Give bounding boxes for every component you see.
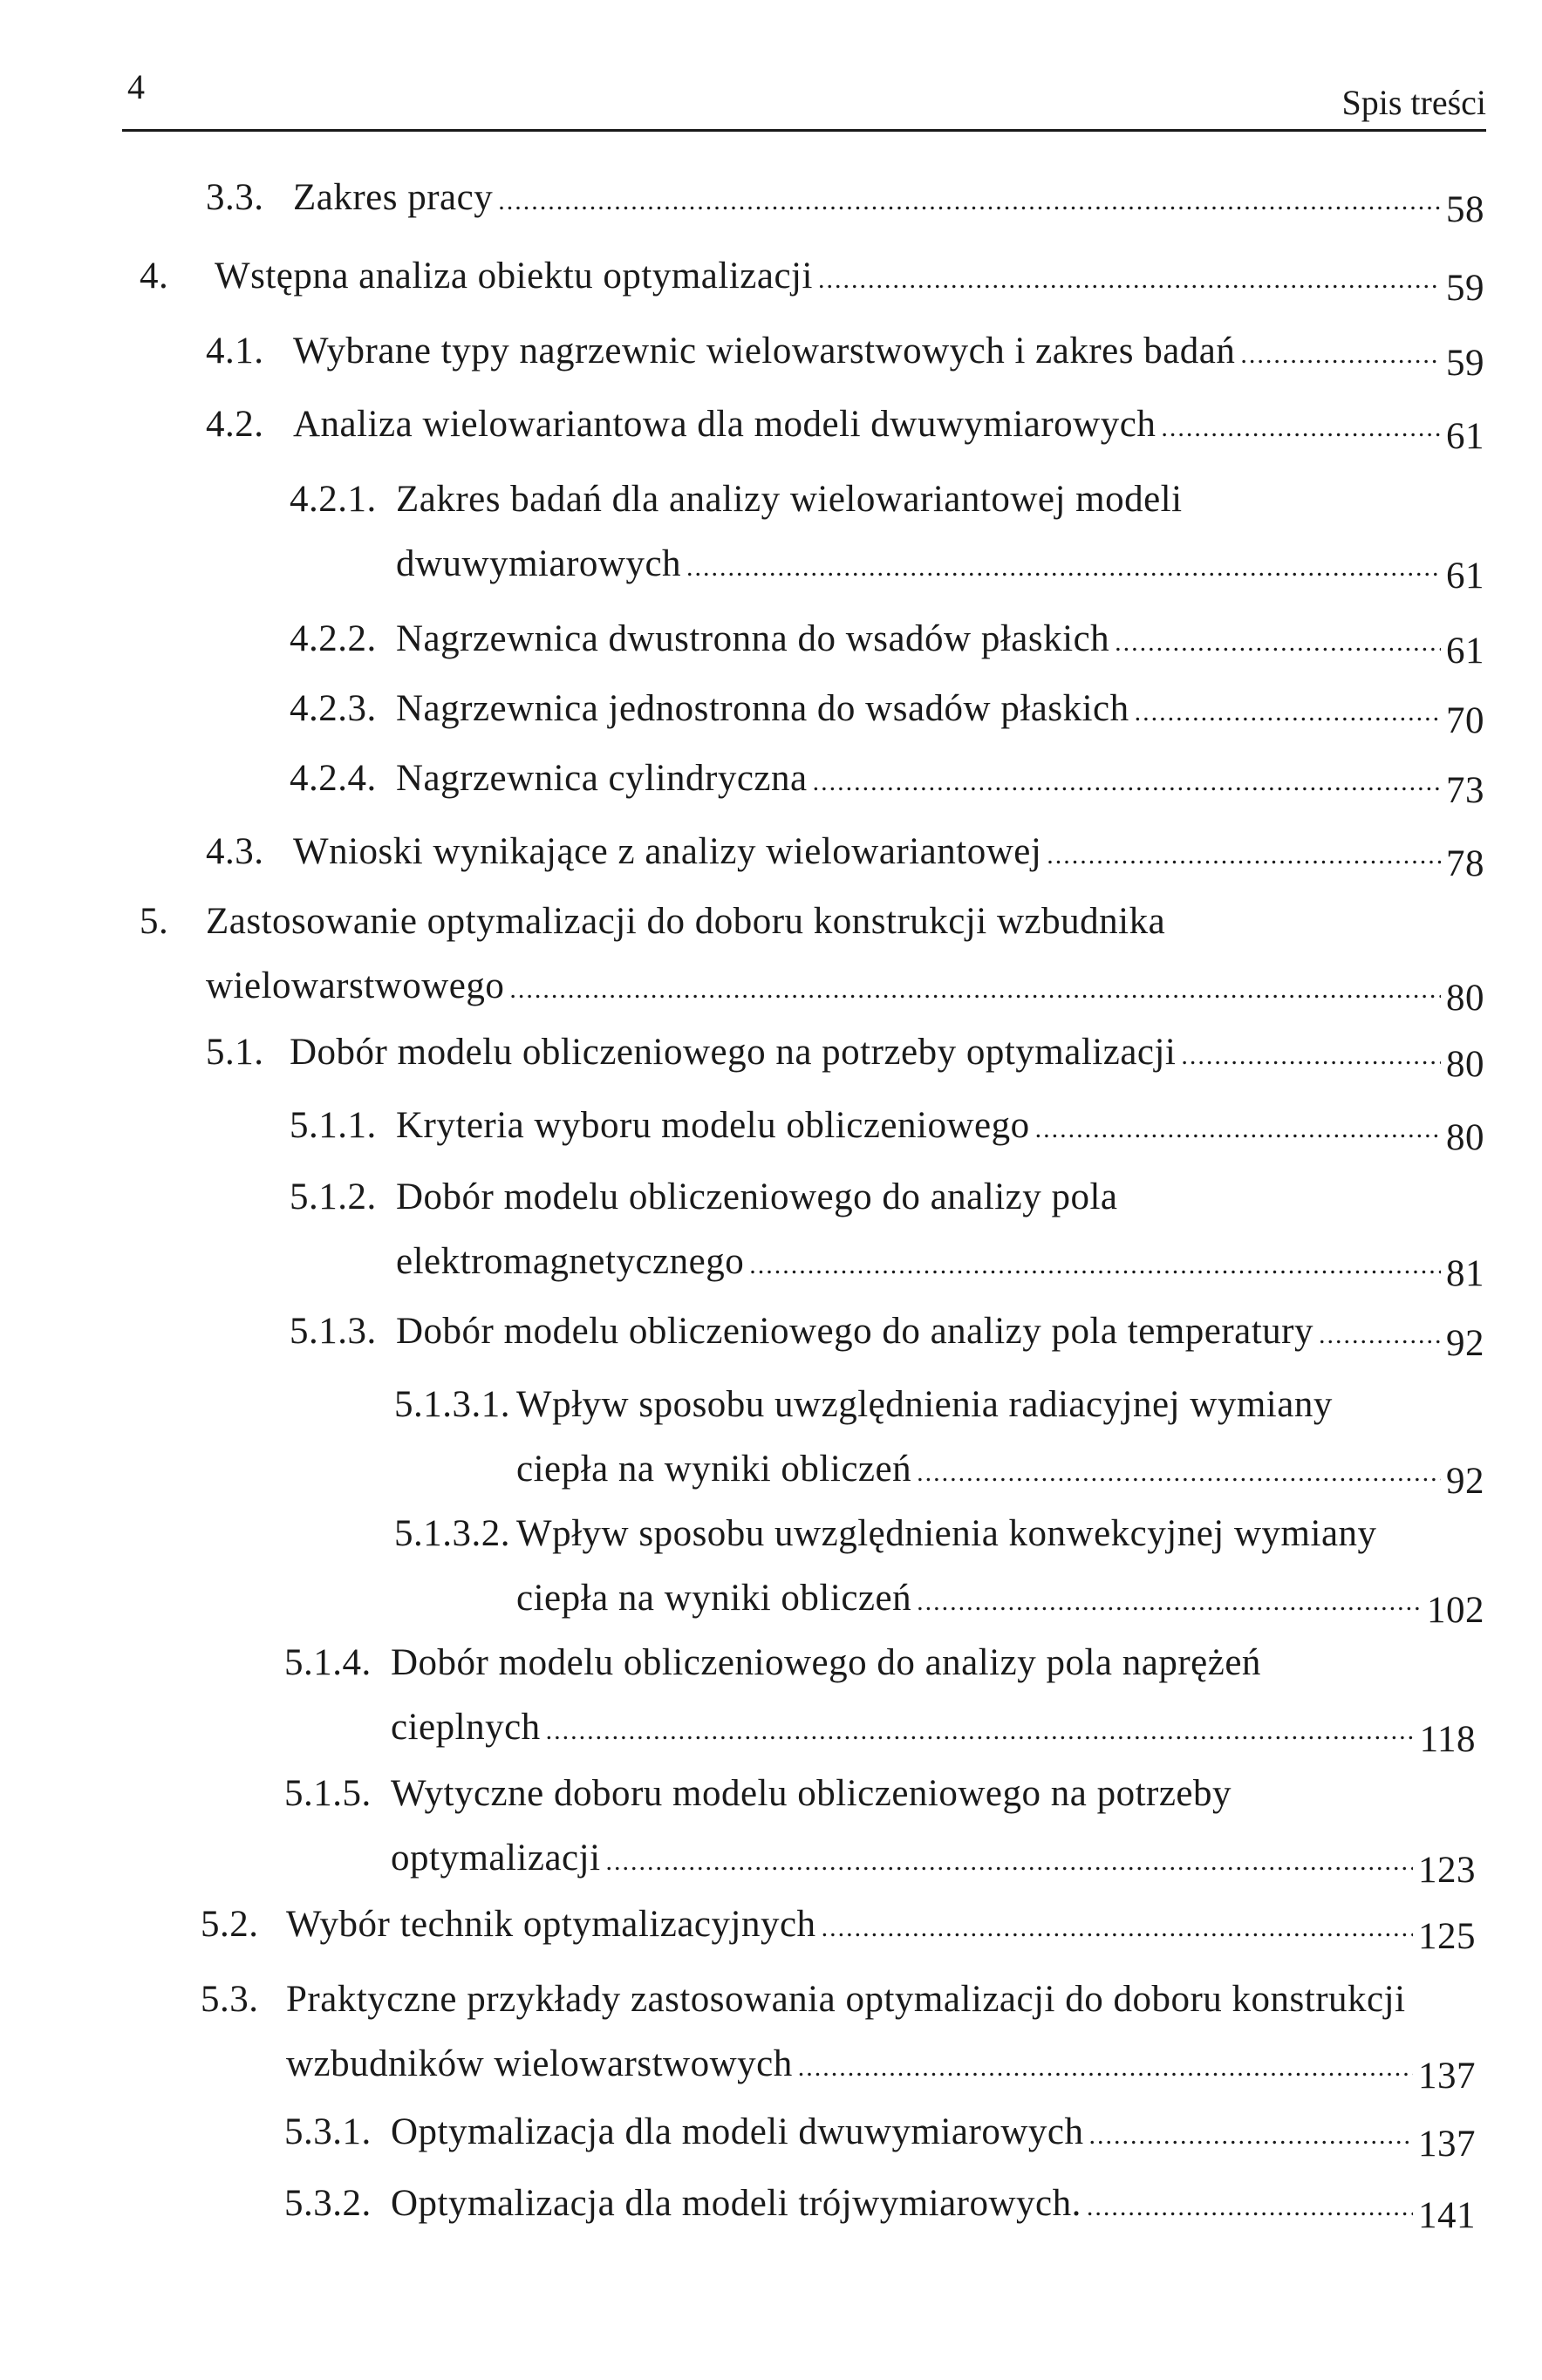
page-number: 4 [127, 67, 145, 106]
toc-entry-page: 123 [1418, 1850, 1476, 1891]
toc-entry [290, 747, 1484, 811]
toc-entry-number: 5.2. [201, 1904, 259, 1945]
toc-entry-page: 70 [1446, 700, 1484, 741]
toc-entry [284, 2172, 1476, 2236]
toc-entry-title-continuation: dwuwymiarowych [396, 543, 682, 584]
dot-leader [546, 1699, 1415, 1763]
dot-leader [1087, 2175, 1413, 2240]
toc-entry-number: 5.1.5. [284, 1773, 372, 1814]
toc-entry-title: Optymalizacja dla modeli dwuwymiarowych [391, 2111, 1084, 2152]
dot-leader [917, 1570, 1422, 1634]
toc-entry [290, 1299, 1484, 1364]
toc-entry-page: 73 [1446, 770, 1484, 811]
dot-leader [606, 1830, 1413, 1894]
toc-entry-title: Analiza wielowariantowa dla modeli dwuwymiarowych [293, 404, 1156, 445]
toc-entry [140, 244, 1484, 309]
dot-leader [509, 958, 1441, 1022]
toc-entry [206, 1020, 1484, 1085]
toc-entry-title: Dobór modelu obliczeniowego do analizy pola temperatury [396, 1311, 1314, 1352]
dot-leader [1115, 610, 1441, 675]
toc-entry-page: 58 [1446, 189, 1484, 230]
toc-entry [284, 2100, 1476, 2165]
toc-entry-number: 4.2.3. [290, 688, 377, 729]
toc-entry-title-continuation: cieplnych [391, 1707, 541, 1748]
toc-entry-title-continuation: elektromagnetycznego [396, 1241, 745, 1282]
toc-entry [394, 1502, 1484, 1631]
toc-entry-title-continuation: wzbudników wielowarstwowych [286, 2043, 793, 2084]
toc-entry-title: Nagrzewnica jednostronna do wsadów płaskich [396, 688, 1129, 729]
toc-entry [290, 1094, 1484, 1158]
toc-entry [290, 467, 1484, 597]
dot-leader [1161, 396, 1441, 460]
toc-entry-title: Nagrzewnica dwustronna do wsadów płaskich [396, 618, 1110, 659]
dot-leader [749, 1233, 1441, 1298]
toc-entry-number: 5.1.3.1. [394, 1384, 510, 1425]
toc-entry-page: 137 [1418, 2124, 1476, 2165]
dot-leader [798, 2036, 1413, 2100]
toc-entry-title: Dobór modelu obliczeniowego na potrzeby optymalizacji [290, 1032, 1177, 1073]
toc-entry-page: 92 [1446, 1323, 1484, 1364]
toc-entry [201, 1892, 1476, 1957]
toc-entry [290, 677, 1484, 741]
toc-entry-title: Nagrzewnica cylindryczna [396, 758, 808, 799]
toc-entry-number: 4.1. [206, 331, 264, 372]
toc-entry-number: 5.3.2. [284, 2183, 372, 2224]
dot-leader [498, 169, 1441, 234]
toc-entry-title-continuation: wielowarstwowego [206, 965, 505, 1006]
page-header [122, 63, 1486, 132]
toc-entry-number: 4.3. [206, 831, 264, 872]
toc-entry-title: Wytyczne doboru modelu obliczeniowego na potrzeby [391, 1773, 1232, 1814]
dot-leader [822, 1896, 1413, 1961]
toc-entry-number: 5.1.3. [290, 1311, 377, 1352]
dot-leader [1135, 680, 1441, 745]
toc-entry-page: 80 [1446, 1117, 1484, 1158]
toc-entry [206, 392, 1484, 457]
toc-entry-page: 137 [1418, 2056, 1476, 2097]
toc-entry-number: 4.2.4. [290, 758, 377, 799]
toc-entry-title: Zakres badań dla analizy wielowariantowej modeli [396, 479, 1183, 520]
toc-entry-page: 59 [1446, 343, 1484, 384]
dot-leader [1088, 2104, 1413, 2168]
toc-entry [290, 1165, 1484, 1294]
toc-entry-title-continuation: optymalizacji [391, 1838, 601, 1879]
toc-entry-page: 61 [1446, 631, 1484, 672]
toc-entry [394, 1373, 1484, 1502]
toc-entry-title: Zastosowanie optymalizacji do doboru konstrukcji wzbudnika [206, 901, 1166, 942]
toc-entry [290, 607, 1484, 672]
dot-leader [1319, 1303, 1441, 1367]
toc-entry-number: 5.1.2. [290, 1176, 377, 1217]
toc-entry-title: Zakres pracy [293, 177, 494, 218]
toc-entry-page: 81 [1446, 1253, 1484, 1294]
toc-entry-number: 4.2. [206, 404, 264, 445]
toc-entry-title: Wybór technik optymalizacyjnych [286, 1904, 816, 1945]
toc-entry-page: 92 [1446, 1461, 1484, 1502]
dot-leader [813, 750, 1441, 815]
toc-entry-page: 59 [1446, 268, 1484, 309]
toc-entry-title: Praktyczne przykłady zastosowania optymalizacji do doboru konstrukcji [286, 1979, 1406, 2020]
toc-entry [284, 1631, 1476, 1760]
toc-entry-number: 5. [140, 901, 169, 942]
toc-entry-number: 4.2.1. [290, 479, 377, 520]
toc-entry-page: 61 [1446, 416, 1484, 457]
toc-entry-title: Wstępna analiza obiektu optymalizacji [215, 256, 813, 297]
toc-entry-title-continuation: ciepła na wyniki obliczeń [516, 1449, 912, 1490]
dot-leader [1240, 323, 1441, 387]
toc-entry-title: Wpływ sposobu uwzględnienia konwekcyjnej wymiany [516, 1513, 1377, 1554]
running-title: Spis treści [1341, 83, 1486, 122]
toc-entry-number: 4. [140, 256, 169, 297]
toc-entry-page: 61 [1446, 556, 1484, 597]
toc-entry-page: 102 [1427, 1590, 1484, 1631]
dot-leader [1181, 1024, 1441, 1088]
dot-leader [917, 1441, 1441, 1505]
toc-entry-number: 5.1.1. [290, 1105, 377, 1146]
toc-entry-title: Wnioski wynikające z analizy wielowariantowej [293, 831, 1042, 872]
toc-entry-title: Dobór modelu obliczeniowego do analizy pola [396, 1176, 1118, 1217]
dot-leader [686, 535, 1441, 600]
toc-entry-title: Optymalizacja dla modeli trójwymiarowych. [391, 2183, 1081, 2224]
toc-entry-number: 4.2.2. [290, 618, 377, 659]
toc-entry-page: 141 [1418, 2195, 1476, 2236]
toc-entry-number: 5.1. [206, 1032, 264, 1073]
toc-entry-page: 80 [1446, 1044, 1484, 1085]
toc-entry-title: Kryteria wyboru modelu obliczeniowego [396, 1105, 1030, 1146]
toc-entry-title: Dobór modelu obliczeniowego do analizy pola naprężeń [391, 1642, 1261, 1683]
toc-entry-number: 3.3. [206, 177, 264, 218]
toc-entry-page: 78 [1446, 843, 1484, 884]
toc-entry-page: 80 [1446, 978, 1484, 1019]
toc-entry-number: 5.1.3.2. [394, 1513, 510, 1554]
dot-leader [818, 248, 1441, 312]
toc-entry-title-continuation: ciepła na wyniki obliczeń [516, 1578, 912, 1619]
dot-leader [1047, 823, 1441, 888]
toc-entry [206, 820, 1484, 884]
toc-entry-page: 118 [1419, 1719, 1476, 1760]
toc-entry [284, 1762, 1476, 1891]
toc-entry-title: Wpływ sposobu uwzględnienia radiacyjnej wymiany [516, 1384, 1333, 1425]
toc-entry [140, 890, 1484, 1019]
toc-entry-number: 5.3. [201, 1979, 259, 2020]
toc-entry [206, 319, 1484, 384]
toc-entry-page: 125 [1418, 1916, 1476, 1957]
toc-entry-number: 5.1.4. [284, 1642, 372, 1683]
dot-leader [1035, 1097, 1441, 1162]
toc-entry-number: 5.3.1. [284, 2111, 372, 2152]
toc-entry [206, 166, 1484, 230]
toc-entry-title: Wybrane typy nagrzewnic wielowarstwowych i zakres badań [293, 331, 1236, 372]
toc-entry [201, 1967, 1476, 2097]
